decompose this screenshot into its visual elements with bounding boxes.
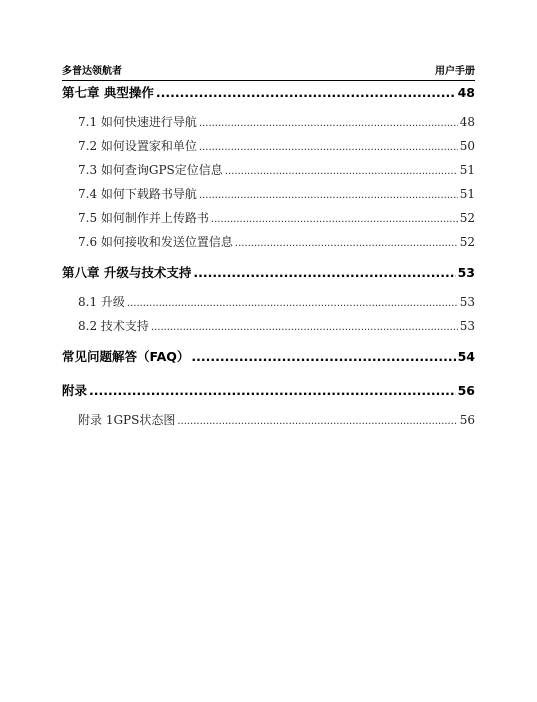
toc-leader-dots: [211, 206, 458, 232]
toc-leader-dots: [199, 134, 458, 160]
toc-item-appendix-1[interactable]: [62, 408, 475, 432]
toc-entry-label: 7.4 如何下载路书导航: [78, 187, 197, 201]
toc-entry-label: 第八章 升级与技术支持: [62, 265, 192, 280]
toc-leader-dots: [151, 314, 458, 340]
toc-entry-label: 常见问题解答（FAQ）: [62, 349, 190, 364]
toc-page-number: 52: [459, 235, 475, 249]
toc-chapter-8[interactable]: [62, 263, 475, 283]
toc-leader-dots: [177, 408, 457, 434]
toc-entry-label: 7.6 如何接收和发送位置信息: [78, 235, 233, 249]
toc-entry-label: 7.3 如何查询GPS定位信息: [78, 163, 223, 177]
running-header: [62, 65, 475, 79]
toc-entry-label: 7.5 如何制作并上传路书: [78, 211, 209, 225]
toc-entry-label: 第七章 典型操作: [62, 85, 154, 100]
toc-page-number: 53: [459, 319, 475, 333]
toc-faq[interactable]: [62, 347, 475, 367]
toc-leader-dots: [191, 347, 455, 367]
toc-leader-dots: [235, 230, 458, 256]
toc-page-number: 52: [459, 211, 475, 225]
toc-leader-dots: [193, 263, 455, 283]
toc-page-number: 51: [459, 187, 475, 201]
toc-page-number: 53: [459, 295, 475, 309]
toc-entry-label: 8.1 升级: [78, 295, 125, 309]
toc-page-number: 48: [459, 115, 475, 129]
toc-item-8-1[interactable]: [62, 290, 475, 314]
toc-entry-label: 7.1 如何快速进行导航: [78, 115, 197, 129]
toc-page-number: 51: [459, 163, 475, 177]
toc-item-7-6[interactable]: [62, 230, 475, 254]
table-of-contents: [62, 83, 475, 432]
toc-item-8-2[interactable]: [62, 314, 475, 338]
toc-item-7-3[interactable]: [62, 158, 475, 182]
toc-item-7-5[interactable]: [62, 206, 475, 230]
toc-leader-dots: [89, 381, 456, 401]
toc-entry-label: 附录 1GPS状态图: [78, 413, 176, 427]
header-product-name: 多普达领航者: [62, 66, 122, 77]
toc-page-number: 53: [457, 265, 475, 280]
toc-leader-dots: [225, 158, 458, 184]
toc-item-7-4[interactable]: [62, 182, 475, 206]
toc-item-7-2[interactable]: [62, 134, 475, 158]
header-divider: [62, 80, 475, 81]
toc-leader-dots: [127, 290, 458, 316]
toc-appendix[interactable]: [62, 381, 475, 401]
toc-leader-dots: [199, 182, 458, 208]
toc-entry-label: 附录: [62, 383, 88, 398]
toc-leader-dots: [156, 83, 456, 103]
toc-page-number: 48: [457, 85, 475, 100]
toc-page-number: 56: [457, 383, 475, 398]
toc-page-number: 54: [457, 349, 475, 364]
toc-leader-dots: [199, 110, 458, 136]
header-manual-title: 用户手册: [435, 66, 475, 77]
toc-entry-label: 8.2 技术支持: [78, 319, 149, 333]
toc-page-number: 56: [459, 413, 475, 427]
toc-entry-label: 7.2 如何设置家和单位: [78, 139, 197, 153]
toc-page-number: 50: [459, 139, 475, 153]
toc-item-7-1[interactable]: [62, 110, 475, 134]
toc-chapter-7[interactable]: [62, 83, 475, 103]
